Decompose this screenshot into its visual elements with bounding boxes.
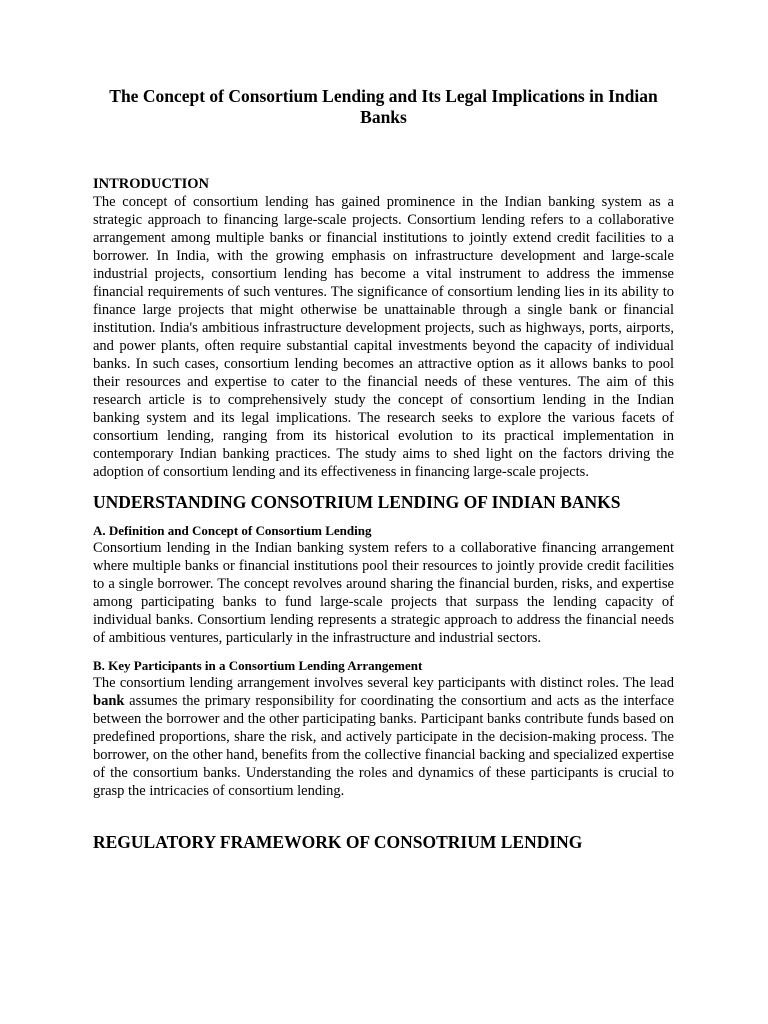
understanding-heading: UNDERSTANDING CONSOTRIUM LENDING OF INDIAN BANKS — [93, 492, 621, 512]
document-title: The Concept of Consortium Lending and Its Legal Implications in Indian Banks — [109, 86, 658, 127]
subsection-a-heading: A. Definition and Concept of Consortium Lending — [93, 523, 372, 538]
introduction-heading: INTRODUCTION — [93, 176, 210, 192]
subsection-b-text-start: The consortium lending arrangement involves several key participants with distinct roles. The lead — [93, 675, 674, 691]
subsection-b-bold-word: bank — [93, 693, 125, 709]
regulatory-heading: REGULATORY FRAMEWORK OF CONSOTRIUM LENDING — [93, 832, 583, 852]
subsection-b-heading: B. Key Participants in a Consortium Lending Arrangement — [93, 658, 423, 673]
subsection-b-paragraph — [93, 674, 674, 800]
subsection-b-text-end: assumes the primary responsibility for coordinating the consortium and acts as the interface between the borrower and the other participating banks. Participant banks contribute funds based on predefined proportions, share the risk, and actively participate in the decision-making process. The borrower, on the other hand, benefits from the collective financial backing and specialized expertise of the consortium banks. Understanding the roles and dynamics of these participants is crucial to grasp the intricacies of consortium lending. — [93, 693, 674, 799]
introduction-paragraph: The concept of consortium lending has gained prominence in the Indian banking system as a strategic approach to financing large-scale projects. Consortium lending refers to a collaborative arrangement among multiple banks or financial institutions to jointly extend credit facilities to a borrower. In India, with the growing emphasis on infrastructure development and large-scale industrial projects, consortium lending has become a vital instrument to address the immense financial requirements of such ventures. The significance of consortium lending lies in its ability to finance large projects that might otherwise be unattainable through a single bank or financial institution. India's ambitious infrastructure development projects, such as highways, ports, airports, and power plants, often require substantial capital investments beyond the capacity of individual banks. In such cases, consortium lending becomes an attractive option as it allows banks to pool their resources and expertise to cater to the financial needs of these ventures. The aim of this research article is to comprehensively study the concept of consortium lending in the Indian banking system and its legal implications. The research seeks to explore the various facets of consortium lending, ranging from its historical evolution to its practical implementation in contemporary Indian banking practices. The study aims to shed light on the factors driving the adoption of consortium lending and its effectiveness in financing large-scale projects. — [93, 194, 674, 480]
subsection-a-paragraph: Consortium lending in the Indian banking system refers to a collaborative financing arrangement where multiple banks or financial institutions pool their resources to jointly provide credit facilities to a single borrower. The concept revolves around sharing the financial burden, risks, and expertise among participating banks to fund large-scale projects that surpass the lending capacity of individual banks. Consortium lending represents a strategic approach to address the financial needs of ambitious ventures, particularly in the infrastructure and industrial sectors. — [93, 540, 674, 646]
